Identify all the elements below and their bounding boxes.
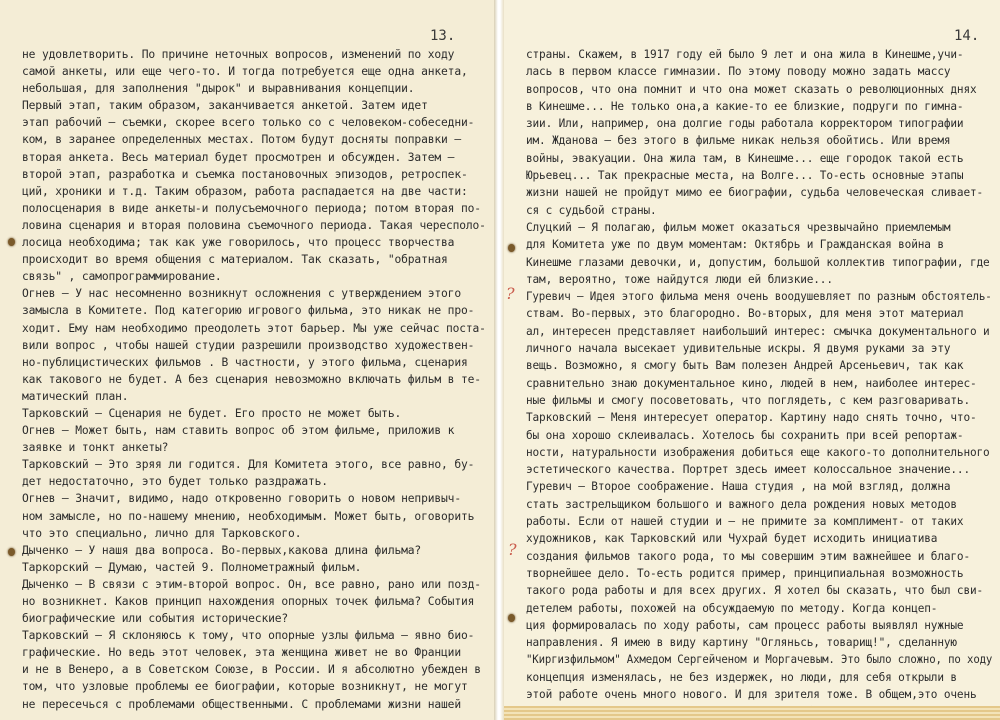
text-line: Огнев – У нас несомненно возникнут осложнения с утверждением этого bbox=[22, 287, 461, 301]
text-line: стать застрельщиком большого и важного дела рождения новых методов bbox=[526, 497, 957, 511]
page-gutter bbox=[494, 0, 504, 720]
text-line: там, вероятно, тоже найдутся люди ей близкие... bbox=[526, 272, 833, 286]
punch-hole-icon bbox=[508, 614, 515, 622]
text-line: небольшая, для заполнения "дырок" и выравнивания концепции. bbox=[22, 82, 415, 96]
text-line: "Киргизфильмом" Ахмедом Сергейченом и Моргачевым. Это было сложно, по ходу bbox=[526, 653, 993, 667]
text-line: Гуревич – Второе соображение. Наша студия , на мой взгляд, должна bbox=[526, 480, 951, 494]
right-page bbox=[504, 0, 1000, 720]
text-line: Тарковский – Это зряя ли годится. Для Комитета этого, все равно, бу- bbox=[22, 458, 475, 472]
text-line: Дыченко – В связи с этим-второй вопрос. Он, все равно, рано или позд- bbox=[22, 577, 481, 591]
text-line: эстетического качества. Портрет здесь имеет колоссальное значение... bbox=[526, 463, 970, 477]
punch-hole-icon bbox=[508, 244, 515, 252]
punch-hole-icon bbox=[8, 238, 15, 246]
text-line: Таркорский – Думаю, частей 9. Полнометражный фильм. bbox=[22, 560, 362, 574]
text-line: Дыченко – У нашя два вопроса. Во-первых,какова длина фильма? bbox=[22, 543, 422, 557]
text-line: Гуревич – Идея этого фильма меня очень воодушевляет по разным обстоятель- bbox=[526, 290, 992, 304]
text-line: концепция изменялась, не без издержек, но люди, для себя открыли в bbox=[526, 670, 957, 684]
text-line: художников, как Тарковский или Чухрай будет исходить инициатива bbox=[526, 532, 938, 546]
page-stack-edge bbox=[504, 706, 1000, 720]
text-line: им. Жданова – без этого в фильме никак нельзя обойтись. Или время bbox=[526, 134, 951, 148]
text-line: ном замысле, но по-нашему мнению, необходимым. Может быть, оговорить bbox=[22, 509, 475, 523]
text-line: работы. Если от нашей студии и – не примите за комплимент- от таких bbox=[526, 515, 964, 529]
text-line: детелем работы, похожей на обсуждаемую по методу. Когда концеп- bbox=[526, 601, 938, 615]
text-line: том, что узловые проблемы ее биографии, которые возникнут, не могут bbox=[22, 680, 468, 694]
text-line: ций, хроники и т.д. Таким образом, работа распадается на две части: bbox=[22, 184, 468, 198]
text-line: ствам. Во-первых, это благородно. Во-вторых, для меня этот материал bbox=[526, 307, 964, 321]
text-line: зии. Или, например, она долгие годы работала корректором типографии bbox=[526, 117, 964, 131]
text-line: вопросов, что она помнит и что она может сказать о революционных днях bbox=[526, 82, 977, 96]
text-line: Первый этап, таким образом, заканчивается анкетой. Затем идет bbox=[22, 99, 428, 113]
text-line: Тарковский – Сценария не будет. Его просто не может быть. bbox=[22, 406, 402, 420]
text-line: вили вопрос , чтобы нашей студии разрешили производство художествен- bbox=[22, 338, 475, 352]
text-line: происходит во время общения с материалом. Так сказать, "обратная bbox=[22, 253, 448, 267]
margin-mark-icon: ? bbox=[506, 284, 515, 303]
text-line: но-публицистических фильмов . В частности, у этого фильма, сценария bbox=[22, 355, 468, 369]
text-line: ные фильмы и смогу посоветовать, что поглядеть, с кем разговаривать. bbox=[526, 393, 970, 407]
text-line: ком, в заранее определенных местах. Потом будут досняты поправки – bbox=[22, 133, 461, 147]
text-line: сравнительно знаю документальное кино, людей в нем, наиболее интерес- bbox=[526, 376, 977, 390]
text-line: в Кинешме... Не только она,а какие-то ее близкие, подруги по гимна- bbox=[526, 99, 964, 113]
text-line: Тарковский – Я склоняюсь к тому, что опорные узлы фильма – явно био- bbox=[22, 629, 475, 643]
text-line: ходит. Ему нам необходимо преодолеть этот барьер. Мы уже сейчас поста- bbox=[22, 321, 486, 335]
left-page-number: 13. bbox=[430, 28, 456, 44]
right-page-number: 14. bbox=[954, 28, 980, 44]
text-line: войны, эвакуации. Она жила там, в Кинешме... еще городок такой есть bbox=[526, 151, 964, 165]
text-line: вещь. Возможно, я смогу быть Вам полезен Андрей Арсеньевич, так как bbox=[526, 359, 964, 373]
text-line: самой анкеты, или еще чего-то. И тогда потребуется еще одна анкета, bbox=[22, 65, 468, 79]
text-line: лась в первом классе гимназии. По этому поводу можно задать массу bbox=[526, 65, 951, 79]
text-line: биографические или события исторические? bbox=[22, 612, 289, 626]
text-line: направления. Я имею в виду картину "Огляньсь, товарищ!", сделанную bbox=[526, 636, 957, 650]
text-line: ности, натуральности изображения добиться еще какого-то дополнительного bbox=[526, 445, 990, 459]
text-line: творнейшее дело. То-есть родится пример, принципиальная возможность bbox=[526, 566, 964, 580]
text-line: создания фильмов такого рода, то мы совершим этим важнейшее и благо- bbox=[526, 549, 970, 563]
text-line: заявке и тонкт анкеты? bbox=[22, 441, 169, 455]
text-line: но возникнет. Каков принцип нахождения опорных точек фильма? События bbox=[22, 595, 475, 608]
left-page-text bbox=[22, 46, 484, 713]
text-line: не удовлетворить. По причине неточных вопросов, изменений по ходу bbox=[22, 48, 455, 61]
text-line: этап рабочий – съемки, скорее всего только со с человеком-собеседни- bbox=[22, 116, 475, 130]
text-line: связь" , самопрограммирование. bbox=[22, 270, 222, 284]
text-line: и не в Венеро, а в Советском Союзе, в России. И я абсолютно убежден в bbox=[22, 663, 481, 677]
text-line: второй этап, разработка и съемка постановочных эпизодов, ретроспек- bbox=[22, 167, 468, 181]
right-page-text bbox=[526, 46, 992, 720]
text-line: жизни нашей не пройдут мимо ее биографии, судьба человеческая сливает- bbox=[526, 186, 984, 200]
text-line: ся с судьбой страны. bbox=[526, 203, 657, 217]
text-line: вторая анкета. Весь материал будет просмотрен и обсужден. Затем – bbox=[22, 150, 455, 164]
text-line: для Комитета уже по двум моментам: Октябрь и Гражданская война в bbox=[526, 238, 944, 252]
text-line: личного начала высекает удивительные искры. Я двумя руками за эту bbox=[526, 342, 951, 356]
text-line: Слуцкий – Я полагаю, фильм может оказаться чрезвычайно приемлемым bbox=[526, 220, 951, 234]
text-line: Огнев – Значит, видимо, надо откровенно говорить о новом непривыч- bbox=[22, 492, 461, 506]
text-line: Кинешме глазами девочки, и, допустим, большой коллектив типографии, где bbox=[526, 255, 990, 269]
text-line: бы она хорошо склеивалась. Хотелось бы сохранить при всей репортаж- bbox=[526, 428, 964, 442]
text-line: Тарковский – Меня интересует оператор. Картину надо снять точно, что- bbox=[526, 411, 977, 425]
text-line: Огнев – Может быть, нам ставить вопрос об этом фильме, приложив к bbox=[22, 424, 455, 438]
text-line: графические. Но ведь этот человек, эта женщина живет не во Франции bbox=[22, 646, 461, 660]
text-line: ция формировалась по ходу работы, сам процесс работы выявлял нужные bbox=[526, 618, 964, 632]
text-line: что это специально, лично для Тарковского. bbox=[22, 526, 302, 540]
text-line: этой работе очень много нового. И для зрителя тоже. В общем,это очень bbox=[526, 687, 977, 701]
margin-mark-icon: ? bbox=[508, 540, 517, 559]
punch-hole-icon bbox=[8, 548, 15, 556]
left-page bbox=[0, 0, 494, 720]
text-line: полосценария в виде анкеты-и полусъемочного периода; потом вторая по- bbox=[22, 201, 481, 215]
text-line: ал, интересен представляет наибольший интерес: смычка документального и bbox=[526, 324, 990, 338]
text-line: матический план. bbox=[22, 389, 129, 403]
text-line: как такового не будет. А без сценария невозможно включать фильм в те- bbox=[22, 372, 481, 386]
text-line: ловина сценария и вторая половина съемочного периода. Такая чересполо- bbox=[22, 218, 486, 232]
text-line: лосица необходима; так как уже говорилось, что процесс творчества bbox=[22, 236, 455, 250]
text-line: замысла в Комитете. Под категорию игрового фильма, это никак не про- bbox=[22, 304, 475, 318]
text-line: страны. Скажем, в 1917 году ей было 9 лет и она жила в Кинешме,учи- bbox=[526, 48, 964, 61]
text-line: Юрьевец... Так прекрасные места, на Волге... То-есть основные этапы bbox=[526, 169, 964, 183]
text-line: не пересечься с проблемами общественными. С проблемами жизни нашей bbox=[22, 697, 461, 711]
text-line: дет недостаточно, это будет только раздражать. bbox=[22, 475, 328, 489]
text-line: такого рода работы и для всех других. Я хотел бы сказать, что был сви- bbox=[526, 584, 984, 598]
